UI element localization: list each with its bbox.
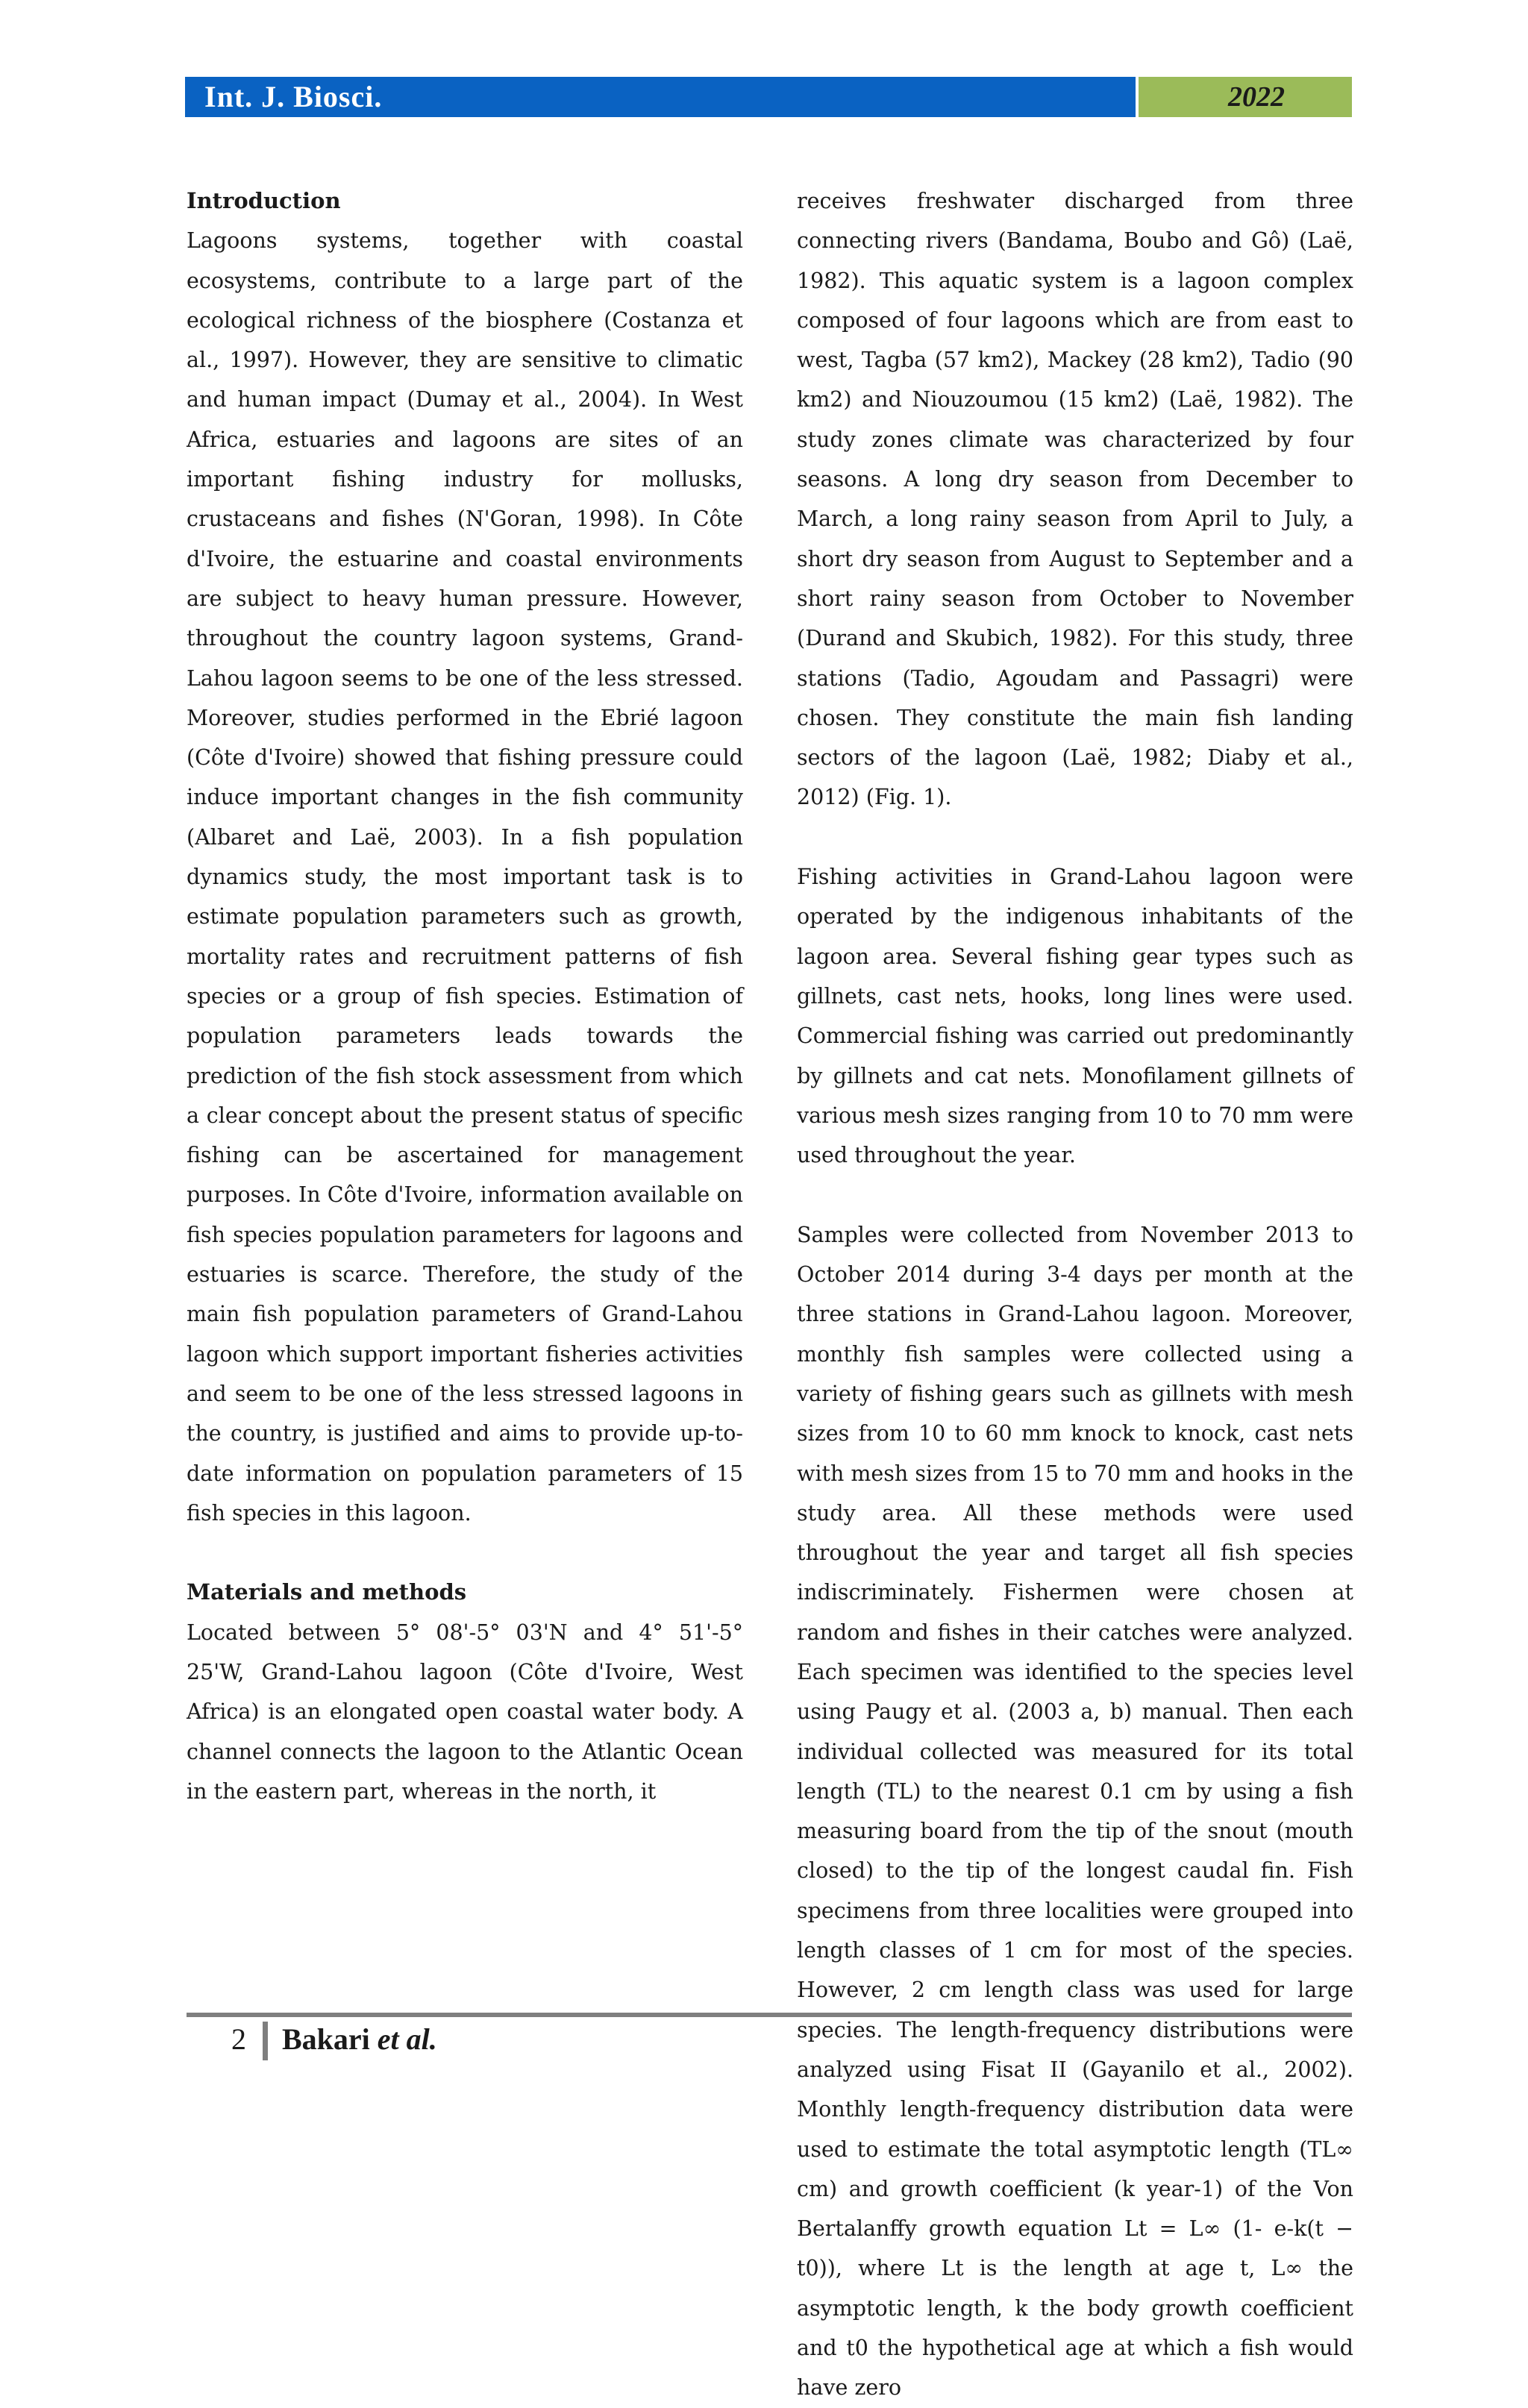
methods-paragraph-1-continued: receives freshwater discharged from three connecting rivers (Bandama, Boubo and Gô) (Laë, 1982). This aquatic system is a lagoon complex composed of four lagoons which are from east to west, Tagba (57 km2), Mackey (28 km2), Tadio (90 km2) and Niouzoumou (15 km2) (Laë, 1982). The study zones climate was characterized by four seasons. A long dry season from December to March, a long rainy season from April to July, a short dry season from August to September and a short rainy season from October to November (Durand and Skubich, 1982). For this study, three stations (Tadio, Agoudam and Passagri) were chosen. They constitute the main fish landing sectors of the lagoon (Laë, 1982; Diaby et al., 2012) (Fig. 1). — [797, 189, 1353, 810]
page-number: 2 — [231, 2022, 246, 2056]
left-column — [187, 181, 743, 1811]
introduction-paragraph: Lagoons systems, together with coastal ecosystems, contribute to a large part of the ecological richness of the biosphere (Costanza et al., 1997). However, they are sensitive to climatic and human impact (Dumay et al., 2004). In West Africa, estuaries and lagoons are sites of an important fishing industry for mollusks, crustaceans and fishes (N'Goran, 1998). In Côte d'Ivoire, the estuarine and coastal environments are subject to heavy human pressure. However, throughout the country lagoon systems, Grand-Lahou lagoon seems to be one of the less stressed. Moreover, studies performed in the Ebrié lagoon (Côte d'Ivoire) showed that fishing pressure could induce important changes in the fish community (Albaret and Laë, 2003). In a fish population dynamics study, the most important task is to estimate population parameters such as growth, mortality rates and recruitment patterns of fish species or a group of fish species. Estimation of population parameters leads towards the prediction of the fish stock assessment from which a clear concept about the present status of specific fishing can be ascertained for management purposes. In Côte d'Ivoire, information available on fish species population parameters for lagoons and estuaries is scarce. Therefore, the study of the main fish population parameters of Grand-Lahou lagoon which support important fisheries activities and seem to be one of the less stressed lagoons in the country, is justified and aims to provide up-to-date information on population parameters of 15 fish species in this lagoon. — [187, 228, 743, 1526]
methods-paragraph-1: Located between 5° 08'-5° 03'N and 4° 51'-5° 25'W, Grand-Lahou lagoon (Côte d'Ivoire, West Africa) is an elongated open coastal water body. A channel connects the lagoon to the Atlantic Ocean in the eastern part, whereas in the north, it — [187, 1620, 743, 1804]
footer-separator — [263, 2022, 268, 2060]
journal-header — [185, 77, 1352, 117]
methods-heading: Materials and methods — [187, 1579, 467, 1605]
footer-rule — [187, 2013, 1352, 2017]
right-column — [797, 181, 1353, 2408]
introduction-heading: Introduction — [187, 188, 341, 213]
running-authors — [282, 2019, 437, 2060]
methods-paragraph-2: Fishing activities in Grand-Lahou lagoon were operated by the indigenous inhabitants of the lagoon area. Several fishing gear types such as gillnets, cast nets, hooks, long lines were used. Commercial fishing was carried out predominantly by gillnets and cat nets. Monofilament gillnets of various mesh sizes ranging from 10 to 70 mm were used throughout the year. — [797, 865, 1353, 1168]
methods-paragraph-3: Samples were collected from November 2013 to October 2014 during 3-4 days per month at the three stations in Grand-Lahou lagoon. Moreover, monthly fish samples were collected using a variety of fishing gears such as gillnets with mesh sizes from 10 to 60 mm knock to knock, cast nets with mesh sizes from 15 to 70 mm and hooks in the study area. All these methods were used throughout the year and target all fish species indiscriminately. Fishermen were chosen at random and fishes in their catches were analyzed. Each specimen was identified to the species level using Paugy et al. (2003 a, b) manual. Then each individual collected was measured for its total length (TL) to the nearest 0.1 cm by using a fish measuring board from the tip of the snout (mouth closed) to the tip of the longest caudal fin. Fish specimens from three localities were grouped into length classes of 1 cm for most of the species. However, 2 cm length class was used for large species. The length-frequency distributions were analyzed using Fisat II (Gayanilo et al., 2002). Monthly length-frequency distribution data were used to estimate the total asymptotic length (TL∞ cm) and growth coefficient (k year-1) of the Von Bertalanffy growth equation Lt = L∞ (1- e-k(t − t0)), where Lt is the length at age t, L∞ the asymptotic length, k the body growth coefficient and t0 the hypothetical age at which a fish would have zero — [797, 1222, 1353, 2401]
author-etal: et al. — [377, 2022, 437, 2056]
journal-title: Int. J. Biosci. — [185, 77, 1136, 117]
journal-year: 2022 — [1139, 77, 1352, 117]
author-name: Bakari — [282, 2022, 370, 2056]
